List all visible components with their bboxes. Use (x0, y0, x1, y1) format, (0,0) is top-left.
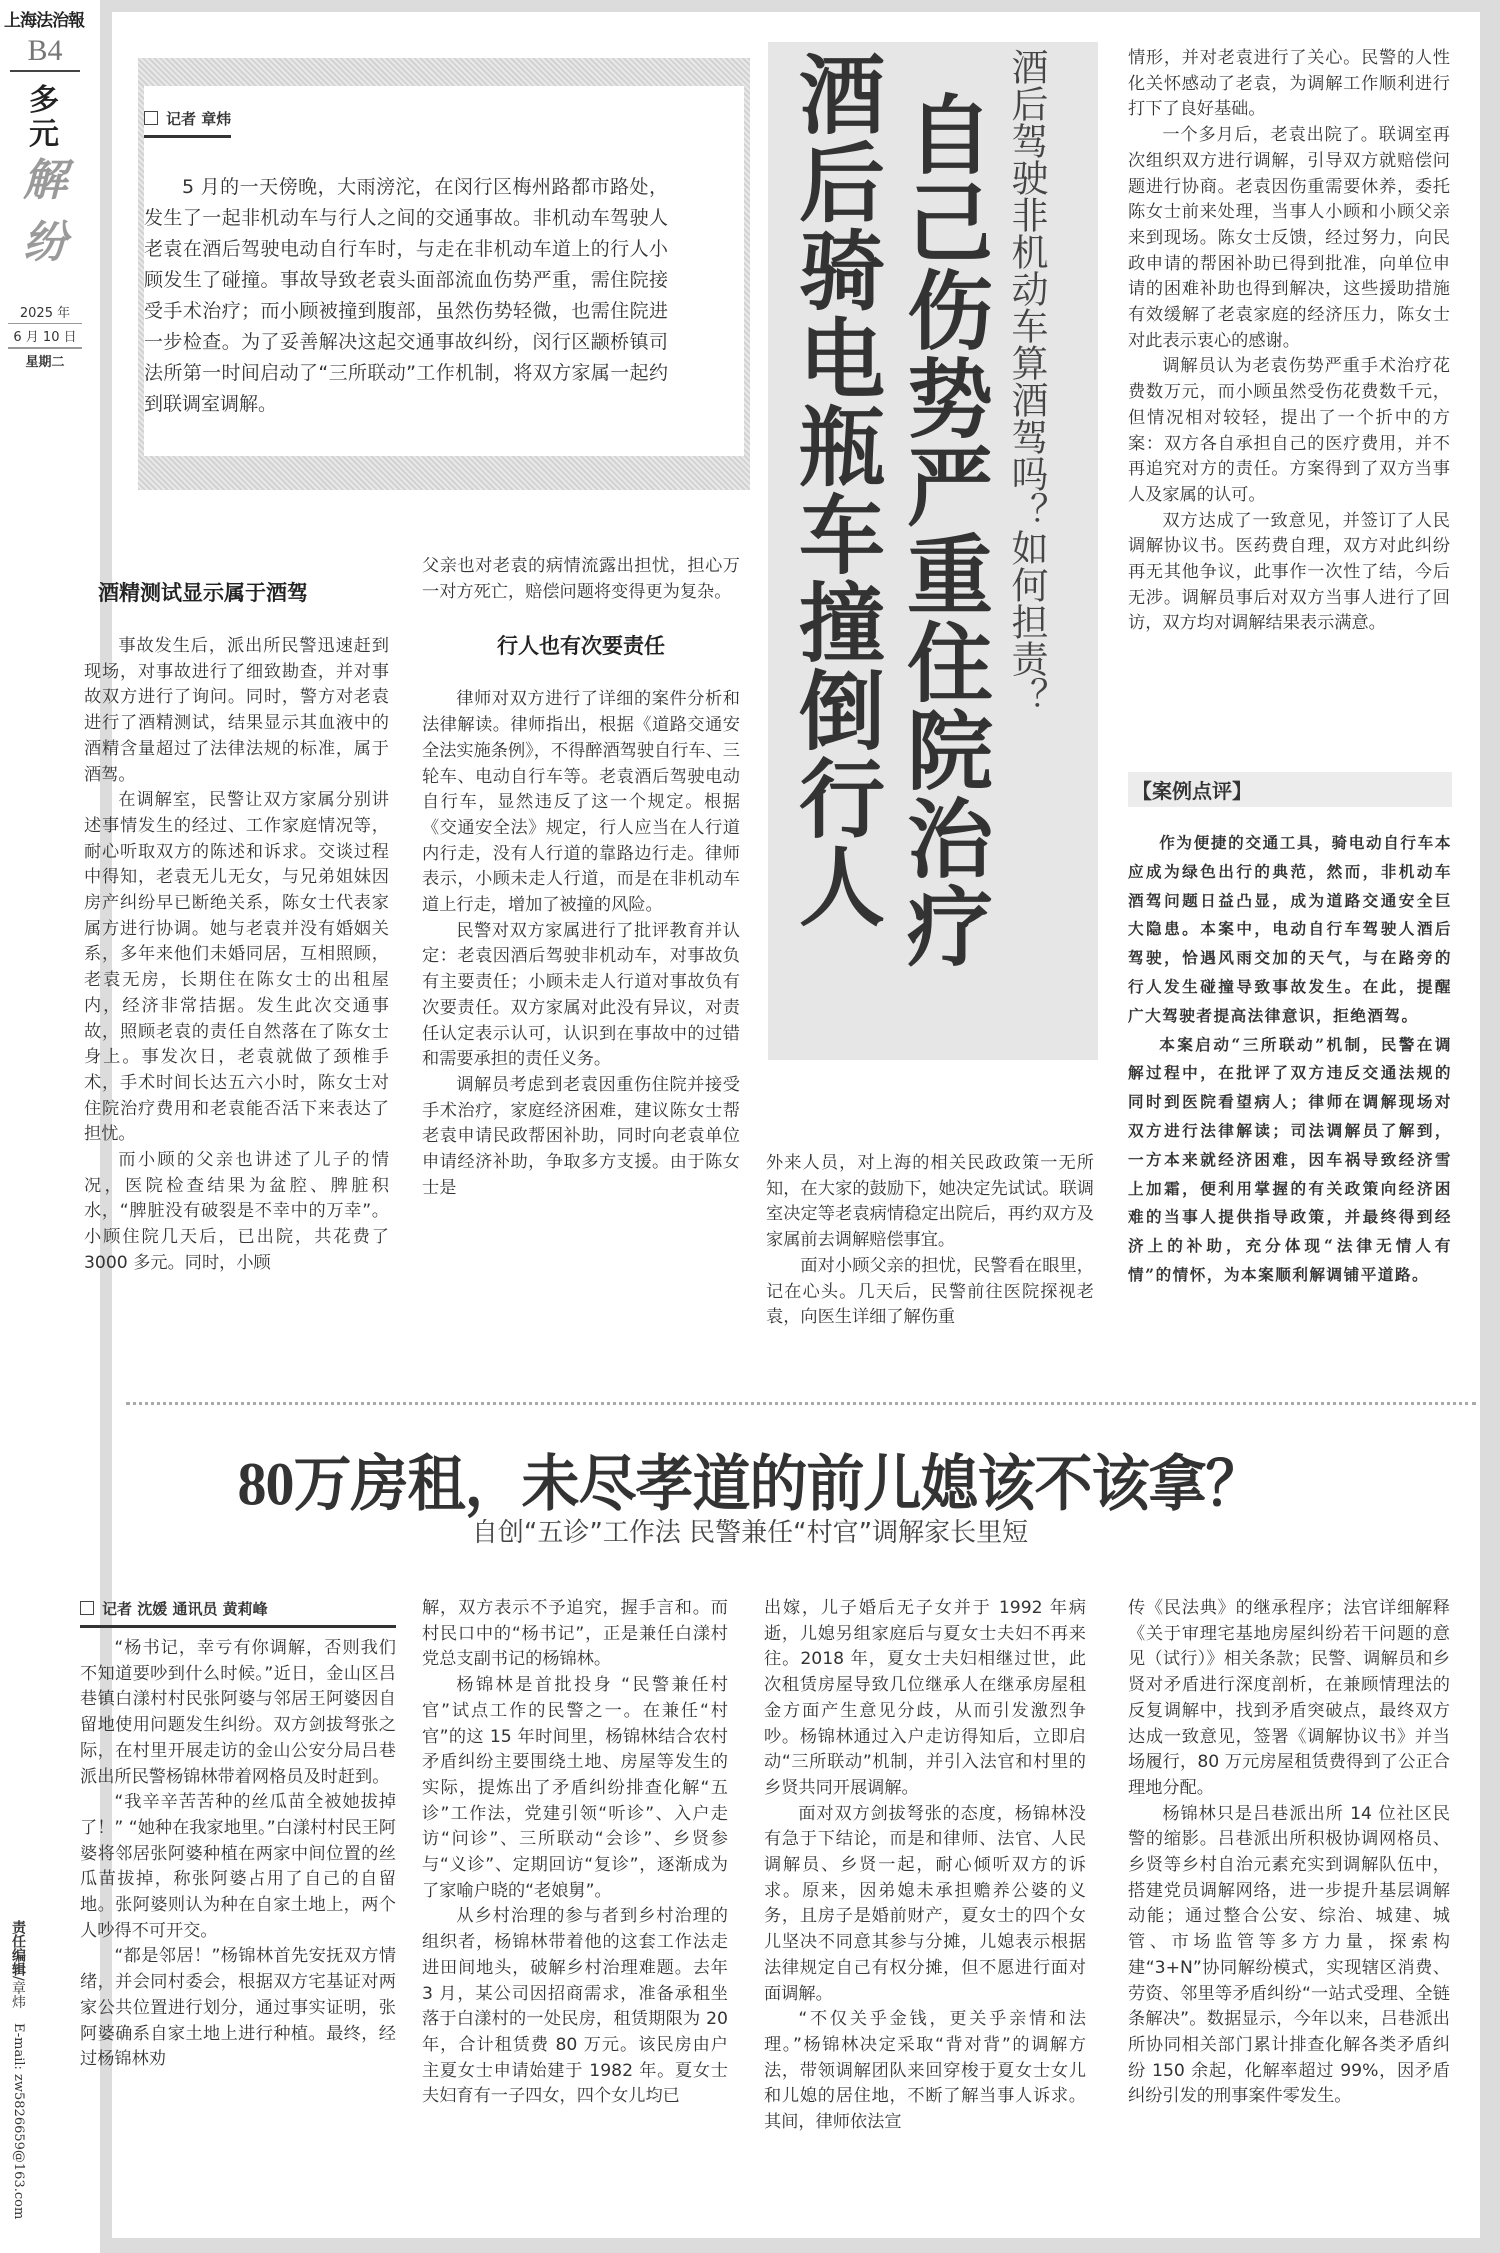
headline-main: 自己伤势严重住院治疗 (892, 90, 993, 970)
article2-column-3 (764, 1596, 1086, 2228)
headline-question: 酒后驾驶非机动车算酒驾吗？如何担责？ (1005, 48, 1048, 714)
date-weekday: 星期二 (25, 355, 65, 370)
case-comment (1128, 772, 1452, 1290)
paragraph: 一个多月后，老袁出院了。联调室再次组织双方进行调解，引导双方就赔偿问题进行协商。老袁因伤重需要休养，委托陈女士前来处理，当事人小顾和小顾父亲来到现场。陈女士反馈，经过努力，向民政申请的帮困补助已得到批准，向单位申请的困难补助也得到解决，这些援助措施有效缓解了老袁家庭的经济压力，陈女士对此表示衷心的感谢。 (1128, 125, 1450, 351)
newspaper-masthead: 上海法治報 (4, 11, 84, 31)
article2-headline: 80万房租，未尽孝道的前儿媳该不该拿？ (237, 1449, 1263, 1518)
paragraph-continued: 外来人员，对上海的相关民政政策一无所知，在大家的鼓励下，她决定先试试。联调室决定等老袁病情稳定出院后，再约双方及家属前去调解赔偿事宜。 (766, 1153, 1094, 1251)
paragraph-continued: 出嫁，儿子婚后无子女并于 1992 年病逝，儿媳另组家庭后与夏女士夫妇不再来往。2018 年，夏女士夫妇相继过世，此次租赁房屋导致几位继承人在继承房屋租金方面产生意见分歧，从而引发激烈争吵。杨锦林通过入户走访得知后，立即启动“三所联动”机制，并引入法官和村里的乡贤共同开展调解。 (764, 1598, 1086, 1798)
article1-column-4 (1128, 46, 1450, 781)
byline-text: 记者 沈媛 通讯员 黄莉峰 (102, 1600, 268, 1618)
paragraph: 面对小顾父亲的担忧，民警看在眼里，记在心头。几天后，民警前往医院探视老袁，向医生详细了解伤重 (766, 1255, 1094, 1328)
section-name (24, 84, 64, 152)
paragraph: 双方达成了一致意见，并签订了人民调解协议书。医药费自理，双方对此纠纷再无其他争议，此事作一次性了结，今后无涉。调解员事后对双方当事人进行了回访，双方均对调解结果表示满意。 (1128, 510, 1450, 634)
comment-paragraph: 本案启动“三所联动”机制，民警在调解过程中，在批评了双方违反交通法规的同时到医院看望病人；律师在调解现场对双方进行法律解读；司法调解员了解到，一方本来就经济困难，因车祸导致经济雪上加霜，便利用掌握的有关政策向经济困难的当事人提供指导政策，并最终得到经济上的补助，充分体现“法律无情人有情”的情怀，为本案顺利解调铺平道路。 (1128, 1034, 1452, 1284)
paragraph: “都是邻居！”杨锦林首先安抚双方情绪，并会同村委会，根据双方宅基证对两家公共位置进行划分，通过事实证明，张阿婆确系自家土地上进行种植。最终，经过杨锦林劝 (80, 1946, 396, 2070)
article1-column-3 (766, 1151, 1094, 1381)
article1-column-2 (422, 554, 740, 1384)
paragraph-continued: 解，双方表示不予追究，握手言和。而村民口中的“杨书记”，正是兼任白漾村党总支副书记的杨锦林。 (422, 1598, 728, 1670)
frame-bottom (100, 2238, 1500, 2253)
paragraph: 在调解室，民警让双方家属分别讲述事情发生的经过、工作家庭情况等，耐心听取双方的陈述和诉求。交谈过程中得知，老袁无儿无女，与兄弟姐妹因房产纠纷早已断绝关系，陈女士代表家属方进行协调。她与老袁并没有婚姻关系，多年来他们未婚同居，互相照顾，老袁无房，长期住在陈女士的出租屋内，经济非常拮据。发生此次交通事故，照顾老袁的责任自然落在了陈女士身上。事发次日，老袁就做了颈椎手术，手术时间长达五六小时，陈女士对住院治疗费用和老袁能否活下来表达了担忧。 (84, 790, 389, 1145)
section-char: 元 (29, 117, 59, 152)
article-divider (126, 1402, 1476, 1405)
lead-byline-wrap (144, 108, 231, 138)
paragraph: 面对双方剑拔弩张的态度，杨锦林没有急于下结论，而是和律师、法官、人民调解员、乡贤一起，耐心倾听双方的诉求。原来，因弟媳未承担赡养公婆的义务，且房子是婚前财产，夏女士的四个女儿坚决不同意其参与分摊，儿媳表示根据法律规定自己有权分摊，但不愿进行面对面调解。 (764, 1803, 1086, 2004)
paragraph-continued: 父亲也对老袁的病情流露出担忧，担心万一对方死亡，赔偿问题将变得更为复杂。 (422, 556, 740, 602)
date-year: 2025 年 (19, 306, 71, 321)
section-calligraphy (20, 150, 70, 274)
paragraph: 律师对双方进行了详细的案件分析和法律解读。律师指出，根据《道路交通安全法实施条例》，不得醉酒驾驶自行车、三轮车、电动自行车等。老袁酒后驾驶电动自行车，显然违反了这一个规定。根据《交通安全法》规定，行人应当在人行道内行走，没有人行道的靠路边行走。律师表示，小顾未走人行道，而是在非机动车道上行走，增加了被撞的风险。 (422, 689, 740, 916)
byline (144, 108, 231, 138)
square-bullet-icon (80, 1601, 94, 1615)
frame-top (100, 0, 1500, 12)
paragraph: “杨书记，幸亏有你调解，否则我们不知道要吵到什么时候。”近日，金山区吕巷镇白漾村村民张阿婆与邻居王阿婆因自留地使用问题发生纠纷。双方剑拔弩张之际，在村里开展走访的金山公安分局吕巷派出所民警杨锦林带着网格员及时赶到。 (80, 1638, 396, 1787)
editor-name: /章炜 (10, 1976, 26, 2009)
comment-paragraph: 作为便捷的交通工具，骑电动自行车本应成为绿色出行的典范，然而，非机动车酒驾问题日益凸显，成为道路交通安全巨大隐患。本案中，电动自行车驾驶人酒后驾驶，恰遇风雨交加的天气，与在路旁的行人发生碰撞导致事故发生。在此，提醒广大驾驶者提高法律意识，拒绝酒驾。 (1128, 833, 1452, 1025)
lead-paragraph (144, 172, 668, 420)
square-bullet-icon (144, 111, 158, 125)
paragraph: 从乡村治理的参与者到乡村治理的组织者，杨锦林带着他的这套工作法走进田间地头，破解乡村治理难题。去年 3 月，某公司因招商需求，准备承租坐落于白漾村的一处民房，租赁期限为 20 年，合计租赁费 80 万元。该民房由户主夏女士申请始建于 1982 年。夏女士夫妇育有一子四女，四个女儿均已 (422, 1906, 728, 2107)
editor-email[interactable]: E-mail: zw5826659@163.com (11, 2023, 26, 2220)
section-heading: 酒精测试显示属于酒驾 (98, 581, 308, 605)
article2-subheadline: 自创“五诊”工作法 民警兼任“村官”调解家长里短 (471, 1518, 1029, 1548)
paragraph: 杨锦林只是吕巷派出所 14 位社区民警的缩影。吕巷派出所积极协调网格员、乡贤等乡村自治元素充实到调解队伍中，搭建党员调解网络，进一步提升基层调解动能；通过整合公安、综治、城建、城管、市场监管等多方力量，探索构建“3+N”协同解纷模式，实现辖区消费、劳资、邻里等矛盾纠纷“一站式受理、全链条解决”。数据显示，今年以来，吕巷派出所协同相关部门累计排查化解各类矛盾纠纷 150 余起，化解率超过 99%，因矛盾纠纷引发的刑事案件零发生。 (1128, 1803, 1450, 2107)
editor-role: 责任编辑 (10, 1920, 26, 1976)
calligraphy-char: 解 (23, 155, 67, 206)
article2-column-1 (80, 1598, 396, 2228)
date-day: 6 月 10 日 (8, 323, 82, 349)
article2-column-2 (422, 1596, 728, 2228)
paragraph: 杨锦林是首批投身 “民警兼任村官”试点工作的民警之一。在兼任“村官”的这 15 年时间里，杨锦林结合农村矛盾纠纷主要围绕土地、房屋等发生的实际，提炼出了矛盾纠纷排查化解“五诊”工作法，党建引领“听诊”、入户走访“问诊”、三所联动“会诊”、乡贤参与“义诊”、定期回访“复诊”，逐渐成为了家喻户晓的“老娘舅”。 (422, 1675, 728, 1901)
issue-date (8, 300, 82, 372)
paragraph-continued: 传《民法典》的继承程序；法官详细解释《关于审理宅基地房屋纠纷若干问题的意见（试行）》相关条款；民警、调解员和乡贤对矛盾进行深度剖析，在兼顾情理法的反复调解中，找到矛盾突破点，最终双方达成一致意见，签署《调解协议书》并当场履行，80 万元房屋租赁费得到了公正合理地分配。 (1128, 1598, 1450, 1798)
paragraph: 民警对双方家属进行了批评教育并认定：老袁因酒后驾驶非机动车，对事故负有主要责任；小顾未走人行道对事故负有次要责任。双方家属对此没有异议，对责任认定表示认可，认识到在事故中的过错和需要承担的责任义务。 (422, 920, 740, 1070)
article1-column-1 (84, 578, 424, 1378)
paragraph-continued: 情形，并对老袁进行了关心。民警的人性化关怀感动了老袁，为调解工作顺利进行打下了良好基础。 (1128, 48, 1450, 120)
lead-text: 5 月的一天傍晚，大雨滂沱，在闵行区梅州路都市路处，发生了一起非机动车与行人之间的交通事故。非机动车驾驶人老袁在酒后驾驶电动自行车时，与走在非机动车道上的行人小顾发生了碰撞。事故导致老袁头面部流血伤势严重，需住院接受手术治疗；而小顾被撞到腹部，虽然伤势轻微，也需住院进一步检查。为了妥善解决这起交通事故纠纷，闵行区颛桥镇司法所第一时间启动了“三所联动”工作机制，将双方家属一起约到联调室调解。 (144, 176, 668, 415)
headline-block (768, 42, 1098, 1060)
page-number: B4 (10, 34, 80, 72)
paragraph: 事故发生后，派出所民警迅速赶到现场，对事故进行了细致勘查，并对事故双方进行了询问。同时，警方对老袁进行了酒精测试，结果显示其血液中的酒精含量超过了法律法规的标准，属于酒驾。 (84, 636, 389, 785)
paragraph: “不仅关乎金钱，更关乎亲情和法理。”杨锦林决定采取“背对背”的调解方法，带领调解团队来回穿梭于夏女士女儿和儿媳的居住地，不断了解当事人诉求。其间，律师依法宣 (764, 2009, 1086, 2133)
paragraph: “我辛辛苦苦种的丝瓜苗全被她拔掉了！” “她种在我家地里。”白漾村村民王阿婆将邻居张阿婆种植在两家中间位置的丝瓜苗拔掉，称张阿婆占用了自己的自留地。张阿婆则认为种在自家土地上，两个人吵得不可开交。 (80, 1792, 396, 1941)
paragraph: 调解员认为老袁伤势严重手术治疗花费数万元，而小顾虽然受伤花费数千元，但情况相对较轻，提出了一个折中的方案：双方各自承担自己的医疗费用，并不再追究对方的责任。方案得到了双方当事人及家属的认可。 (1128, 356, 1450, 505)
frame-right (1480, 0, 1500, 2253)
section-heading: 行人也有次要责任 (497, 634, 665, 659)
article2-column-4 (1128, 1596, 1450, 2228)
paragraph: 调解员考虑到老袁因重伤住院并接受手术治疗，家庭经济困难，建议陈女士帮老袁申请民政帮困补助，同时向老袁单位申请经济补助，争取多方支援。由于陈女士是 (422, 1074, 740, 1198)
headline-second-line: 酒后骑电瓶车撞倒行人 (784, 50, 885, 930)
comment-heading: 【案例点评】 (1128, 772, 1452, 807)
section-char: 多 (29, 83, 59, 118)
byline (80, 1598, 396, 1628)
paragraph: 而小顾的父亲也讲述了儿子的情况，医院检查结果为盆腔、脾脏积水，“脾脏没有破裂是不幸中的万幸”。小顾住院几天后，已出院，共花费了 3000 多元。同时，小顾 (84, 1150, 389, 1273)
calligraphy-char: 纷 (23, 217, 67, 268)
editor-credit (0, 1920, 28, 2219)
byline-text: 记者 章炜 (166, 110, 232, 128)
